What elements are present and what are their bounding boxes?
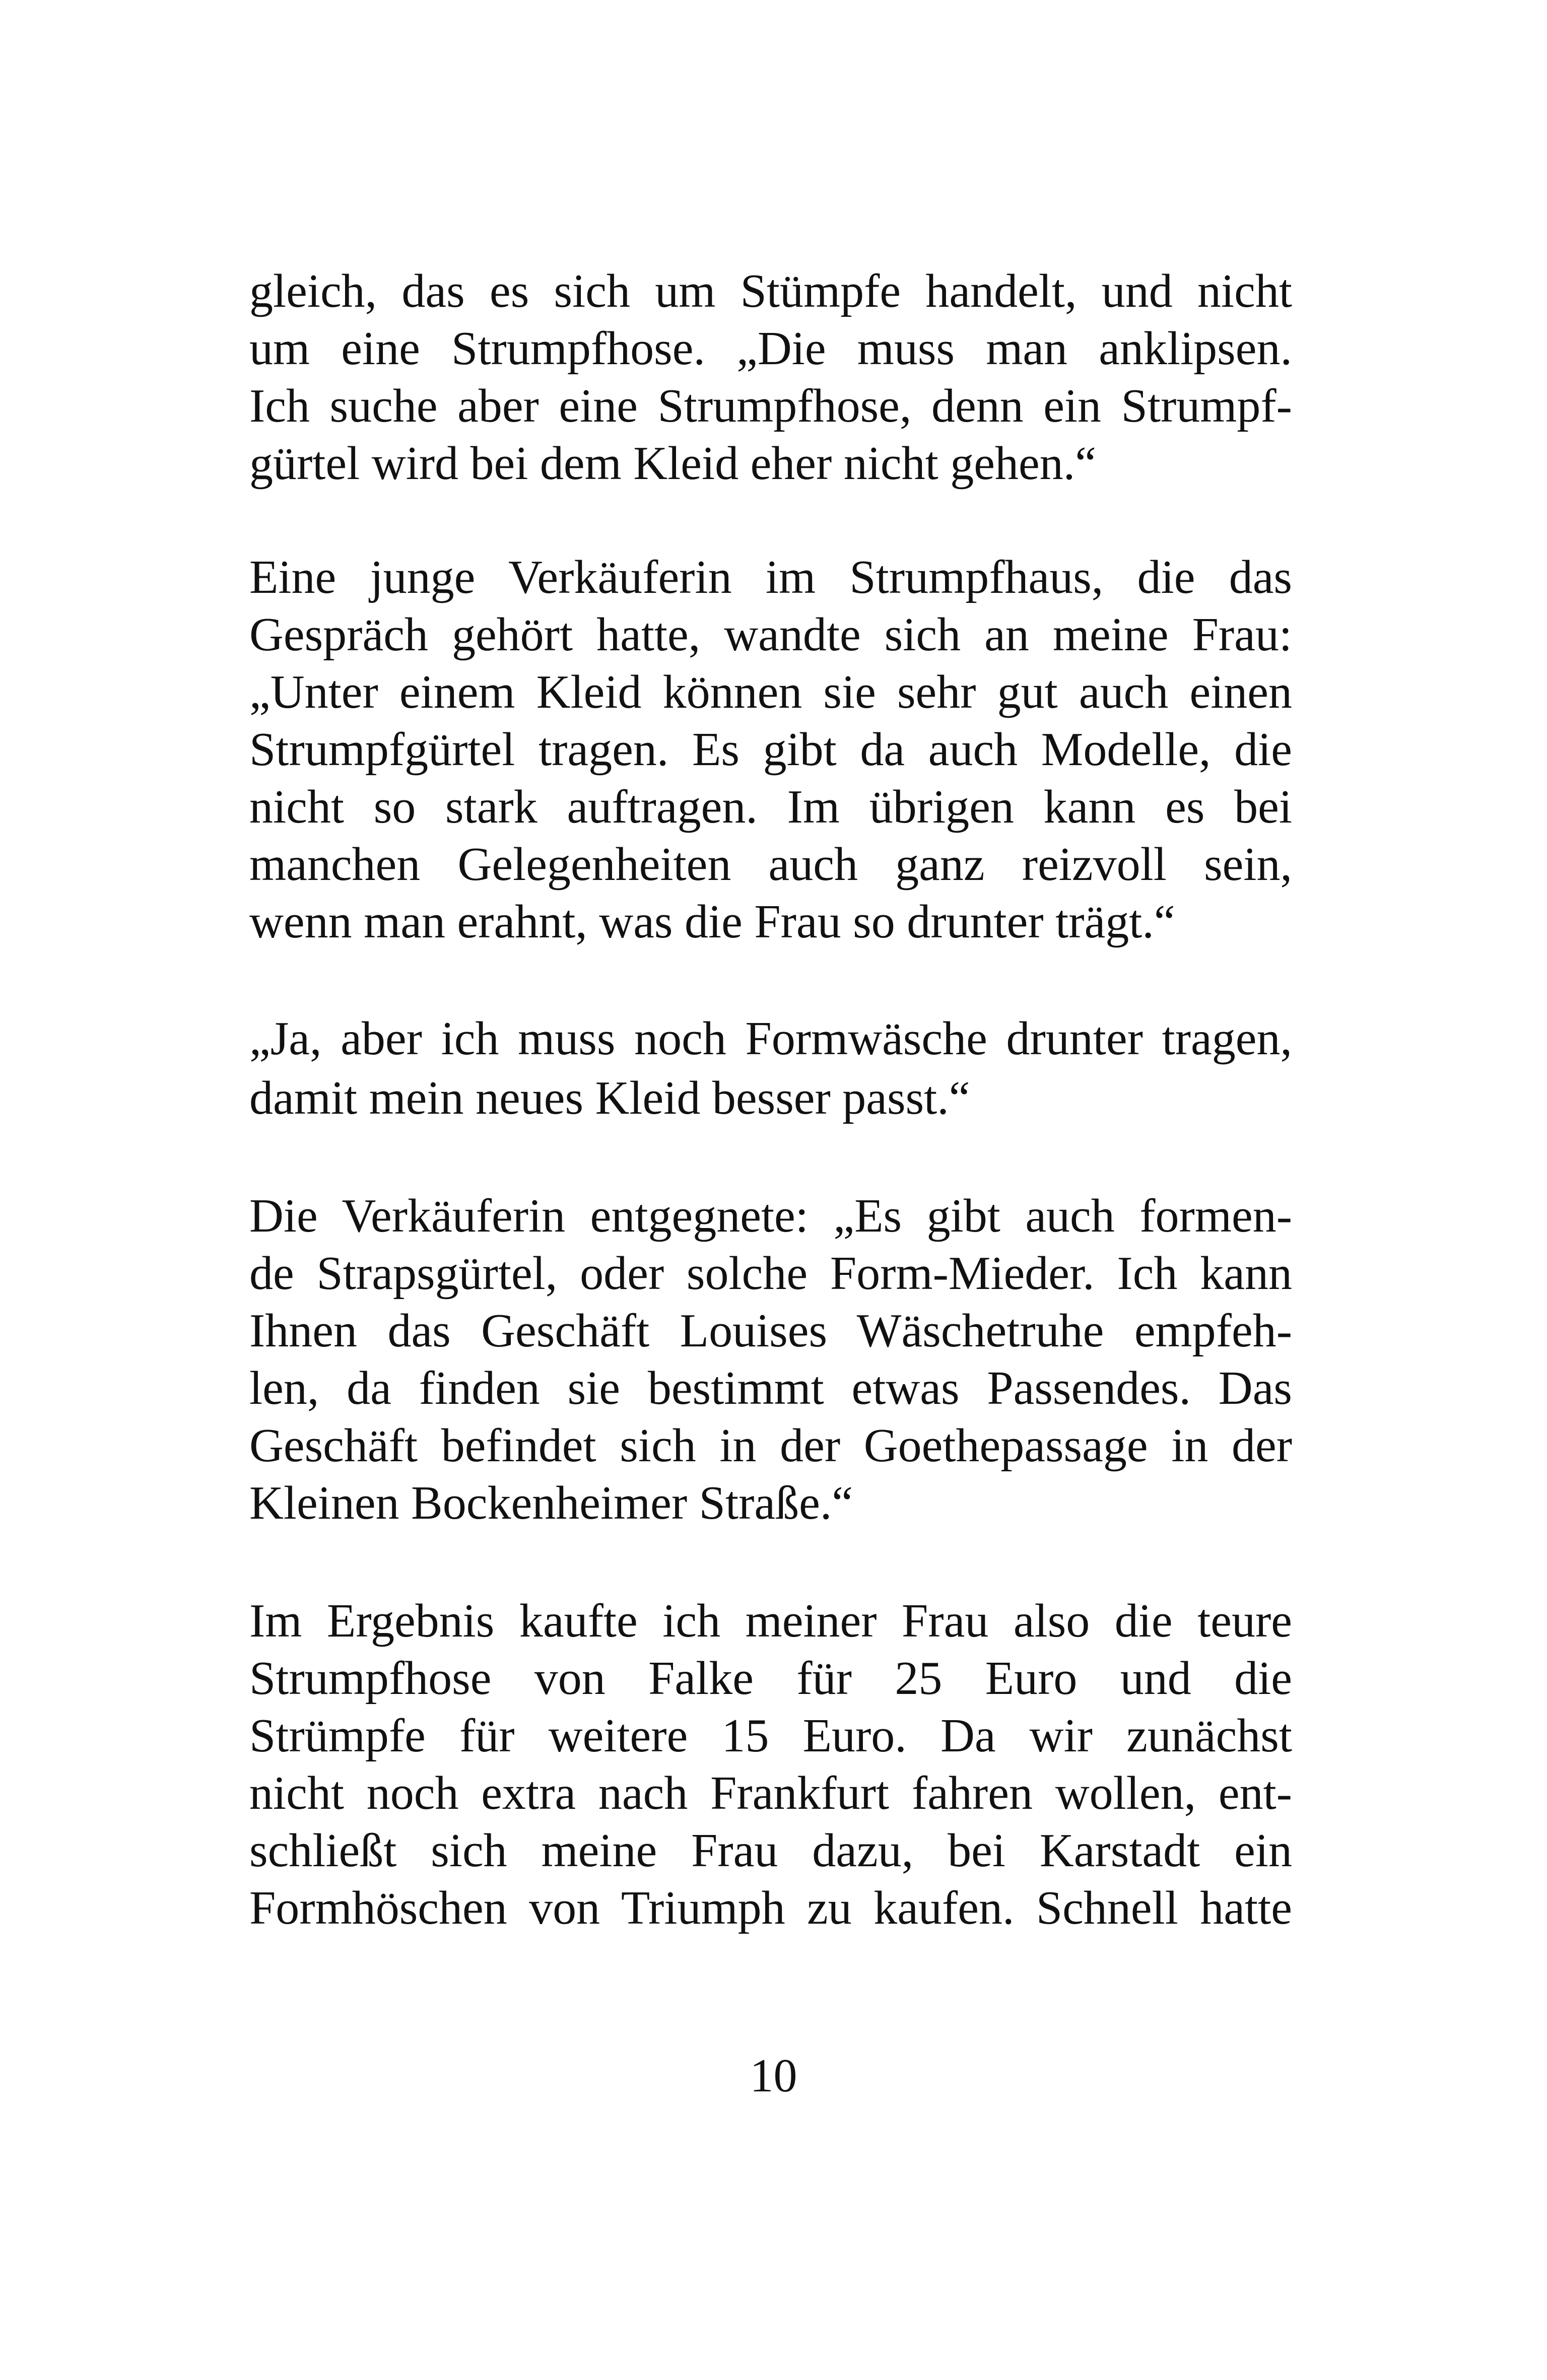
text-line: damit mein neues Kleid besser passt.“	[249, 1072, 970, 1124]
text-line: Eine junge Verkäuferin im Strumpfhaus, die das	[249, 551, 1292, 603]
text-line: gleich, das es sich um Stümpfe handelt, und nicht	[249, 265, 1292, 317]
text-line: Ich suche aber eine Strumpfhose, denn ein Strumpf-	[249, 380, 1292, 432]
text-line: de Strapsgürtel, oder solche Form-Mieder. Ich kann	[249, 1247, 1292, 1300]
text-line: Strümpfe für weitere 15 Euro. Da wir zunächst	[249, 1710, 1292, 1762]
text-line: wenn man erahnt, was die Frau so drunter trägt.“	[249, 896, 1175, 948]
text-line: Gespräch gehört hatte, wandte sich an meine Frau:	[249, 608, 1292, 661]
text-line: Ihnen das Geschäft Louises Wäschetruhe empfeh-	[249, 1305, 1292, 1357]
text-line: Geschäft befindet sich in der Goethepassage in der	[249, 1419, 1292, 1472]
text-line: um eine Strumpfhose. „Die muss man anklipsen.	[249, 322, 1292, 375]
text-line: Strumpfgürtel tragen. Es gibt da auch Modelle, die	[249, 723, 1292, 776]
text-line: Die Verkäuferin entgegnete: „Es gibt auch formen-	[249, 1190, 1292, 1242]
text-line: schließt sich meine Frau dazu, bei Karstadt ein	[249, 1824, 1292, 1877]
text-line: gürtel wird bei dem Kleid eher nicht gehen.“	[249, 437, 1096, 490]
text-line: nicht noch extra nach Frankfurt fahren wollen, ent-	[249, 1767, 1292, 1819]
text-line: Strumpfhose von Falke für 25 Euro und die	[249, 1652, 1292, 1705]
text-line: nicht so stark auftragen. Im übrigen kann es bei	[249, 781, 1292, 833]
page-number: 10	[750, 2050, 797, 2102]
text-line: „Ja, aber ich muss noch Formwäsche drunter tragen,	[249, 1012, 1292, 1065]
text-line: Kleinen Bockenheimer Straße.“	[249, 1477, 853, 1529]
text-line: „Unter einem Kleid können sie sehr gut auch einen	[249, 666, 1292, 718]
text-line: manchen Gelegenheiten auch ganz reizvoll sein,	[249, 838, 1292, 891]
text-line: Formhöschen von Triumph zu kaufen. Schnell hatte	[249, 1882, 1292, 1934]
text-line: len, da finden sie bestimmt etwas Passendes. Das	[249, 1362, 1292, 1414]
text-line: Im Ergebnis kaufte ich meiner Frau also die teure	[249, 1595, 1292, 1647]
